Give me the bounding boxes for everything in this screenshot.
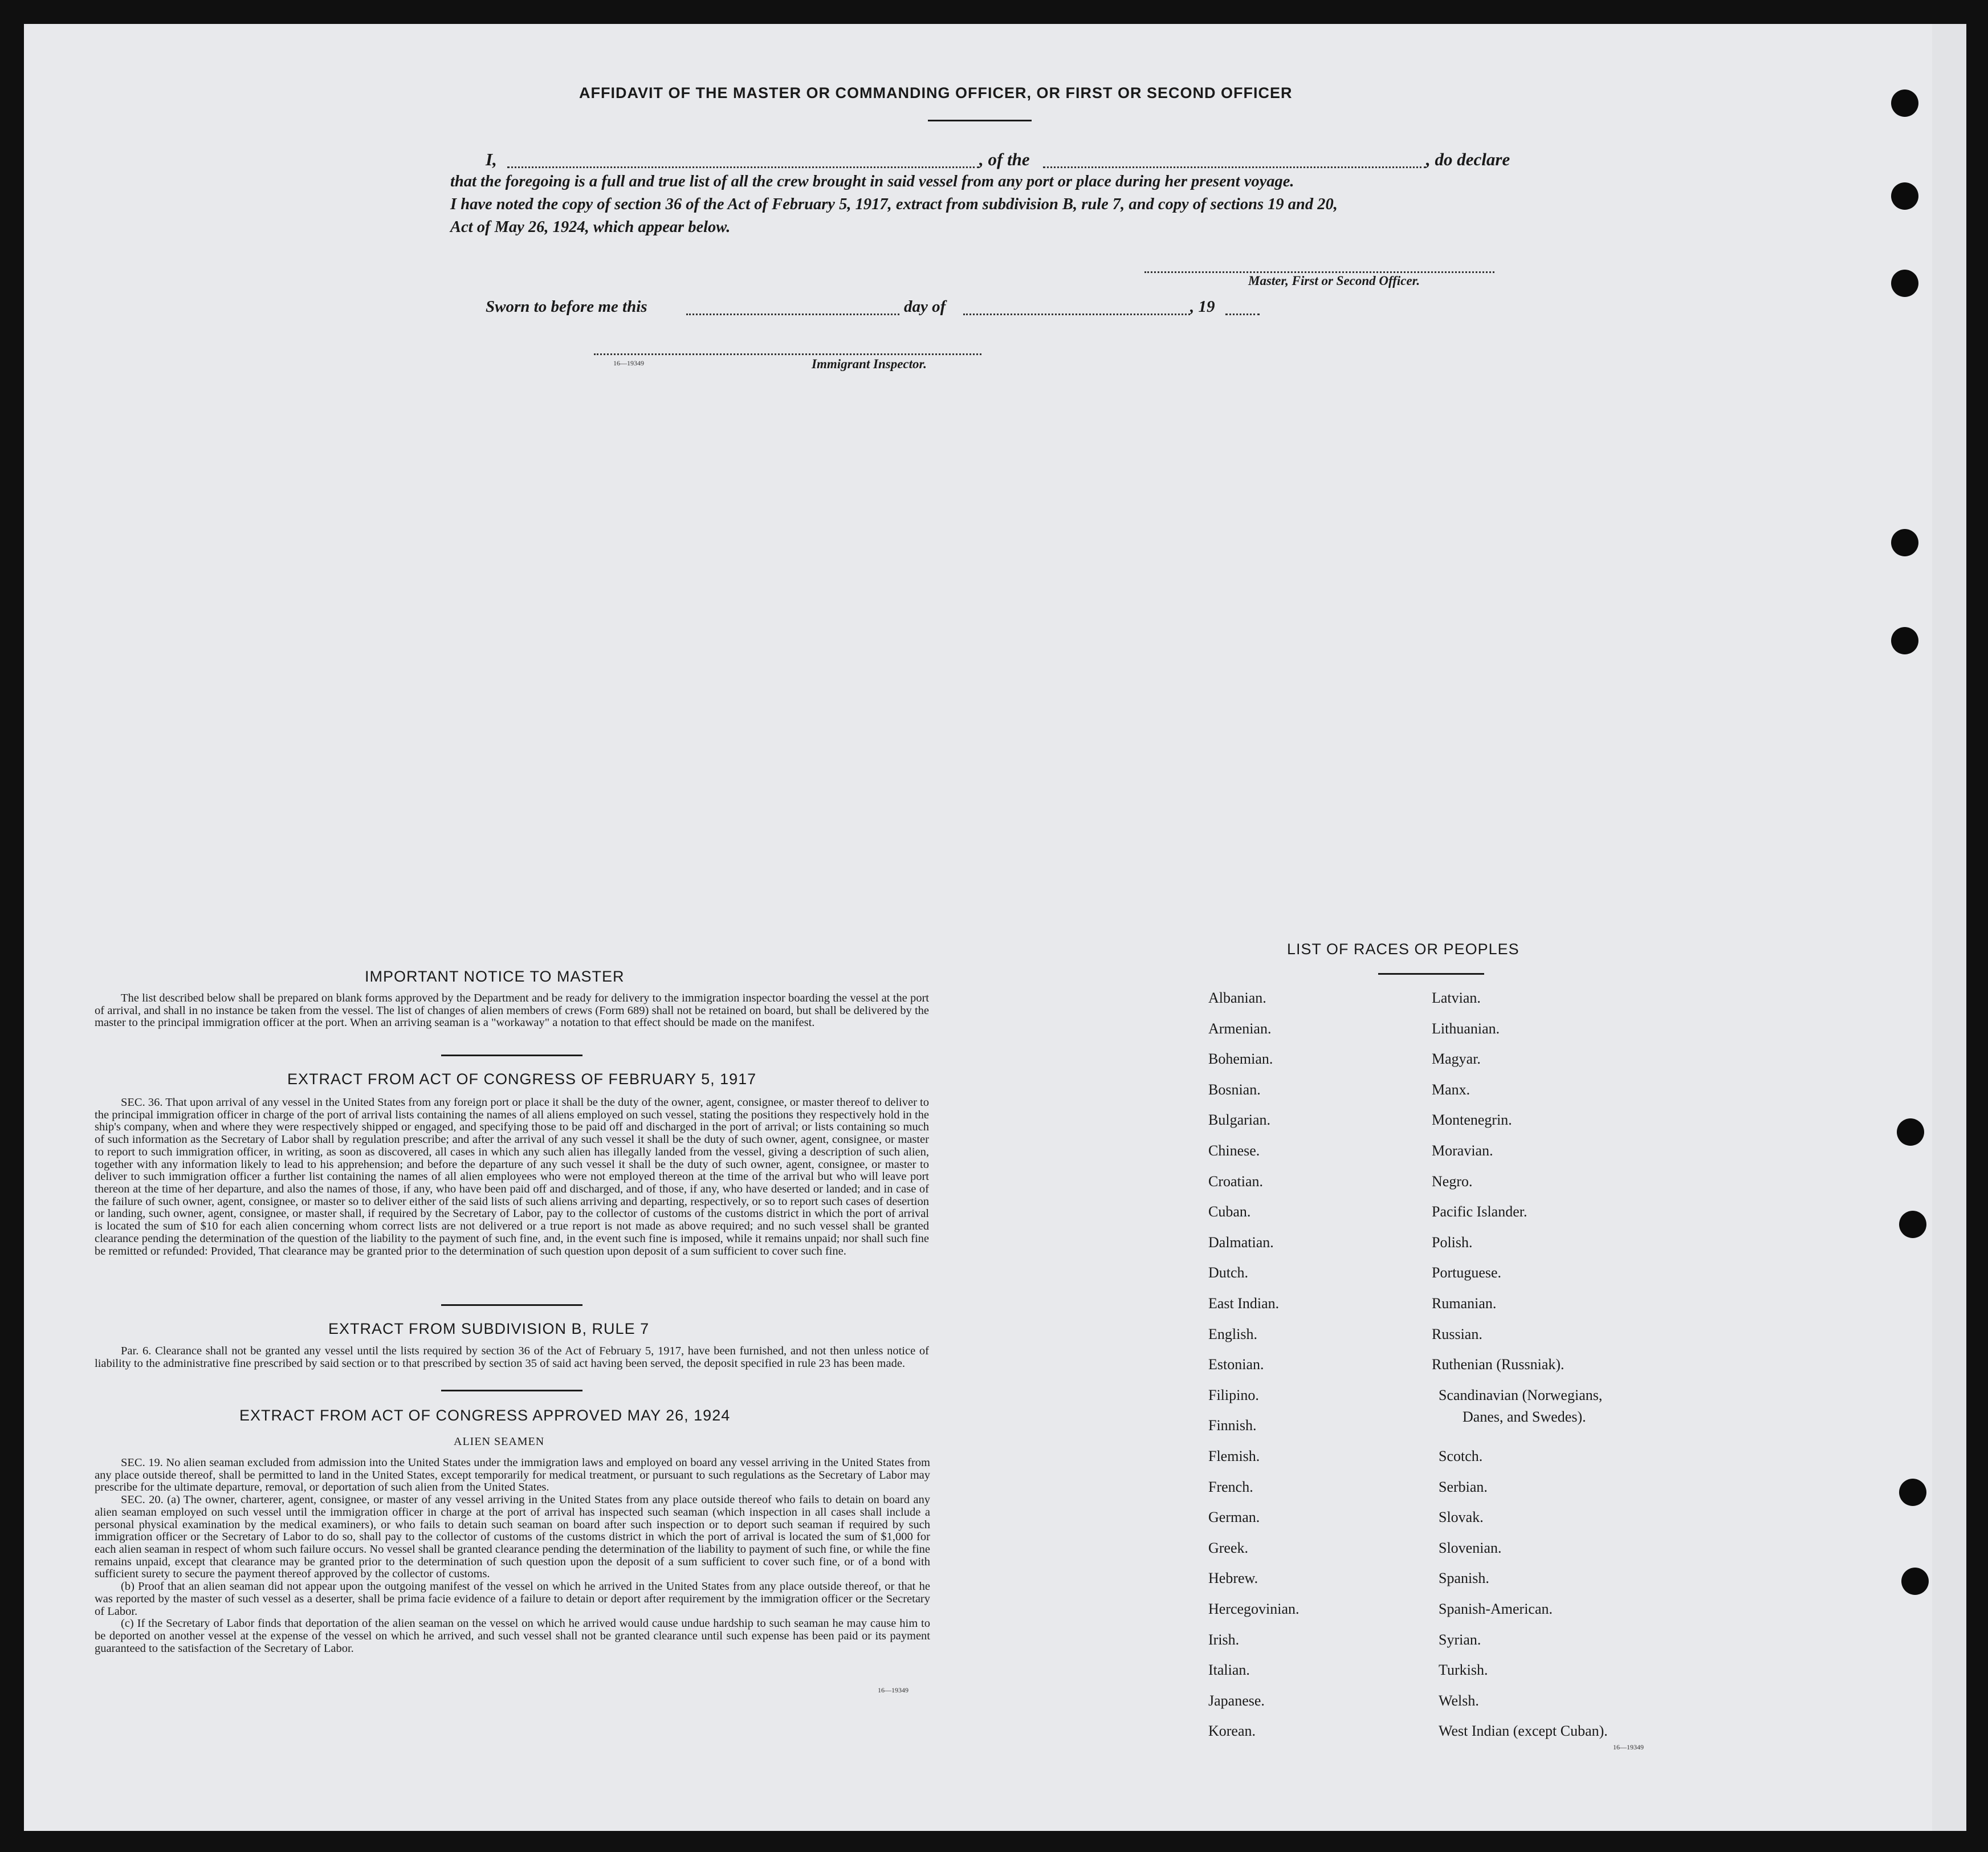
sworn-day-field[interactable] — [686, 303, 899, 315]
race-item: Spanish-American. — [1439, 1601, 1553, 1617]
affidavit-line1-i: I, — [486, 149, 497, 169]
binder-hole — [1891, 529, 1918, 556]
race-item: Montenegrin. — [1432, 1112, 1512, 1129]
vessel-field[interactable] — [1043, 155, 1426, 168]
extract-rule7-title: EXTRACT FROM SUBDIVISION B, RULE 7 — [328, 1320, 650, 1337]
race-item: Welsh. — [1439, 1692, 1479, 1709]
inspector-signature-line[interactable] — [594, 344, 981, 355]
race-item: Slovak. — [1439, 1509, 1484, 1526]
races-underline — [1378, 973, 1484, 975]
binder-hole — [1901, 1568, 1929, 1595]
race-item: Hebrew. — [1208, 1570, 1258, 1587]
binder-hole — [1891, 182, 1918, 210]
sec20c-paragraph: (c) If the Secretary of Labor finds that deportation of the alien seaman on the vessel on which he arrived would cause undue hardship to such seaman he may cause him to be deported on another vessel at the expense of the vessel on which he arrived, and such vessel shall not be granted clearance until such expense has been paid or its payment guaranteed to the satisfaction of the Secretary of Labor. — [95, 1617, 930, 1655]
race-item: Albanian. — [1208, 990, 1266, 1006]
race-item: Negro. — [1432, 1173, 1473, 1190]
race-item: East Indian. — [1208, 1295, 1280, 1312]
sec20a-paragraph: SEC. 20. (a) The owner, charterer, agent, consignee, or master of any vessel arriving in the United States from any place outside thereof who fails to detain on board any alien seaman employed on such vessel until the immigration officer in charge at the port of arrival has inspected such seaman (which inspection in all cases shall include a personal physical examination by the medical examiners), or who fails to detain such seaman on board after such inspection or to deport such seaman if required by such immigration officer or the Secretary of Labor to do so, shall pay to the collector of customs of the customs district in which the port of arrival is located the sum of $1,000 for each alien seaman in respect of whom such failure occurs. No vessel shall be granted clearance pending the determination of the liability to payment of such fine, or while the fine remains unpaid, except that clearance may be granted prior to the determination of such question upon the deposit of a sum sufficient to cover such fine, or of a bond with sufficient surety to secure the payment thereof approved by the collector of customs. — [95, 1493, 930, 1581]
race-item: Lithuanian. — [1432, 1020, 1500, 1037]
title-underline — [928, 120, 1032, 121]
race-item: Scotch. — [1439, 1448, 1483, 1464]
signature-label: Master, First or Second Officer. — [1248, 274, 1420, 288]
race-item: West Indian (except Cuban). — [1439, 1723, 1608, 1740]
race-item: Serbian. — [1439, 1478, 1488, 1495]
extract-1917-title: EXTRACT FROM ACT OF CONGRESS OF FEBRUARY 5, 1917 — [287, 1071, 757, 1088]
race-item: Danes, and Swedes). — [1463, 1409, 1586, 1426]
sworn-text-c: , 19 — [1190, 298, 1215, 316]
race-item: Italian. — [1208, 1662, 1250, 1679]
extract-1924-text — [95, 1457, 930, 1655]
race-item: Bulgarian. — [1208, 1112, 1271, 1129]
race-item: Armenian. — [1208, 1020, 1272, 1037]
race-item: Bohemian. — [1208, 1051, 1273, 1068]
race-item: French. — [1208, 1478, 1253, 1495]
notice-title: IMPORTANT NOTICE TO MASTER — [365, 968, 625, 985]
extract-1924-subtitle: ALIEN SEAMEN — [454, 1435, 545, 1448]
race-item: Estonian. — [1208, 1356, 1264, 1373]
race-item: German. — [1208, 1509, 1260, 1526]
race-item: Croatian. — [1208, 1173, 1264, 1190]
notice-text — [95, 992, 929, 1029]
race-item: Rumanian. — [1432, 1295, 1497, 1312]
race-item: Syrian. — [1439, 1631, 1481, 1648]
divider — [441, 1390, 582, 1391]
affidavit-line4: Act of May 26, 1924, which appear below. — [450, 218, 731, 236]
affidavit-line1-end: , do declare — [1426, 149, 1510, 169]
race-item: Filipino. — [1208, 1386, 1259, 1403]
sworn-month-field[interactable] — [963, 303, 1190, 315]
sec20b-paragraph: (b) Proof that an alien seaman did not appear upon the outgoing manifest of the vessel on which he arrived in the United States from any place outside thereof, or that he was reported by the master of such vessel as a deserter, shall be prima facie evidence of a failure to detain or deport after requirement by the immigration officer or the Secretary of Labor. — [95, 1580, 930, 1618]
extract-rule7-text — [95, 1345, 929, 1370]
race-item: Latvian. — [1432, 990, 1481, 1006]
races-form-code: 16—19349 — [1613, 1743, 1644, 1751]
race-item: Turkish. — [1439, 1662, 1488, 1679]
race-item: Dutch. — [1208, 1264, 1249, 1281]
race-item: English. — [1208, 1325, 1257, 1342]
race-item: Ruthenian (Russniak). — [1432, 1356, 1565, 1373]
race-item: Magyar. — [1432, 1051, 1481, 1068]
race-item: Dalmatian. — [1208, 1234, 1274, 1251]
race-item: Japanese. — [1208, 1692, 1265, 1709]
race-item: Portuguese. — [1432, 1264, 1502, 1281]
race-item: Finnish. — [1208, 1417, 1257, 1434]
affidavit-line1-of: , of the — [979, 149, 1030, 169]
extract-1924-title: EXTRACT FROM ACT OF CONGRESS APPROVED MAY 26, 1924 — [239, 1407, 731, 1424]
race-item: Cuban. — [1208, 1203, 1251, 1220]
affidavit-line2: that the foregoing is a full and true list of all the crew brought in said vessel from any port or place during her present voyage. — [450, 173, 1294, 190]
race-item: Irish. — [1208, 1631, 1240, 1648]
binder-hole — [1891, 89, 1918, 117]
divider — [441, 1304, 582, 1306]
race-item: Pacific Islander. — [1432, 1203, 1527, 1220]
inspector-label: Immigrant Inspector. — [812, 357, 927, 371]
affidavit-line3: I have noted the copy of section 36 of the Act of February 5, 1917, extract from subdivision B, rule 7, and copy of sections 19 and 20, — [450, 196, 1338, 213]
race-item: Moravian. — [1432, 1142, 1493, 1159]
binder-hole — [1891, 270, 1918, 297]
divider — [441, 1055, 582, 1056]
race-item: Korean. — [1208, 1723, 1256, 1740]
race-item: Manx. — [1432, 1081, 1470, 1098]
extract-1917-text — [95, 1097, 929, 1257]
affidavit-form-code: 16—19349 — [613, 359, 644, 367]
affidavit-title: AFFIDAVIT OF THE MASTER OR COMMANDING OFFICER, OR FIRST OR SECOND OFFICER — [579, 84, 1293, 101]
par6-paragraph: Par. 6. Clearance shall not be granted any vessel until the lists required by section 36 of the Act of February 5, 1917, have been furnished, and not then unless notice of liability to the administrative fine prescribed by said section or to that prescribed by section 35 of said act having been served, the deposit specified in rule 23 has been made. — [95, 1345, 929, 1370]
sworn-text-b: day of — [904, 298, 946, 316]
race-item: Polish. — [1432, 1234, 1473, 1251]
race-item: Chinese. — [1208, 1142, 1260, 1159]
name-field[interactable] — [507, 155, 979, 168]
sec36-paragraph: SEC. 36. That upon arrival of any vessel in the United States from any foreign port or place it shall be the duty of the owner, agent, consignee, or master thereof to deliver to the principal immigration officer in charge of the port of arrival lists containing the names of all aliens employed on such vessel, stating the positions they respectively hold in the ship's company, when and where they were respectively shipped or engaged, and specifying those to be paid off and discharged in the port of arrival; or lists containing so much of such information as the Secretary of Labor shall by regulation prescribe; and after the arrival of any such vessel it shall be the duty of such owner, agent, consignee, or master to report to such immigration officer, in writing, as soon as discovered, all cases in which any such alien has illegally landed from the vessel, giving a description of such alien, together with any information likely to lead to his apprehension; and before the departure of any such vessel it shall be the duty of such owner, agent, consignee, or master to deliver to such immigration officer a further list containing the names of all alien employees who were not employed thereon at the time of the arrival but who will leave port thereon at the time of her departure, and also the names of those, if any, who have been paid off and discharged, and of those, if any, who have deserted or landed; and in case of the failure of such owner, agent, consignee, or master so to deliver either of the said lists of such aliens arriving and departing, respectively, or so to report such cases of desertion or landing, such owner, agent, consignee, or master shall, if required by the Secretary of Labor, pay to the collector of customs of the customs district in which the port of arrival is located the sum of $10 for each alien concerning whom correct lists are not delivered or a true report is not made as above required; and no such vessel shall be granted clearance pending the determination of the question of the liability to the payment of such fine, and, in the event such fine is imposed, while it remains unpaid; nor shall such fine be remitted or refunded: Provided, That clearance may be granted prior to the determination of such question upon deposit of a sum sufficient to cover such fine. — [95, 1096, 929, 1257]
binder-hole — [1899, 1211, 1926, 1238]
sec19-paragraph: SEC. 19. No alien seaman excluded from admission into the United States under the immigration laws and employed on board any vessel arriving in the United States from any place outside thereof, shall be permitted to land in the United States, except temporarily for medical treatment, or pursuant to such regulations as the Secretary of Labor may prescribe for the ultimate departure, removal, or deportation of such alien from the United States. — [95, 1456, 930, 1494]
signature-line[interactable] — [1144, 262, 1494, 273]
race-item: Slovenian. — [1439, 1539, 1502, 1556]
sworn-year-field[interactable] — [1225, 303, 1260, 315]
races-title: LIST OF RACES OR PEOPLES — [1287, 941, 1519, 958]
binder-hole — [1899, 1479, 1926, 1506]
race-item: Scandinavian (Norwegians, — [1439, 1386, 1603, 1403]
race-item: Bosnian. — [1208, 1081, 1261, 1098]
sworn-text-a: Sworn to before me this — [486, 298, 647, 316]
binder-hole — [1891, 627, 1918, 654]
race-item: Spanish. — [1439, 1570, 1489, 1587]
race-item: Greek. — [1208, 1539, 1249, 1556]
race-item: Flemish. — [1208, 1448, 1260, 1464]
race-item: Hercegovinian. — [1208, 1601, 1299, 1617]
notice-paragraph: The list described below shall be prepared on blank forms approved by the Department and be ready for delivery to the immigration inspector boarding the vessel at the port of arrival, and shall in no instance be taken from the vessel. The list of changes of alien members of crews (Form 689) shall not be retained on board, but shall be delivered by the master to the principal immigration officer at the port. When an arriving seaman is a "workaway" a notation to that effect should be made on the manifest. — [95, 992, 929, 1029]
race-item: Russian. — [1432, 1325, 1482, 1342]
binder-hole — [1897, 1118, 1924, 1146]
extract-form-code: 16—19349 — [878, 1686, 909, 1694]
page-edge — [1932, 24, 1966, 1831]
